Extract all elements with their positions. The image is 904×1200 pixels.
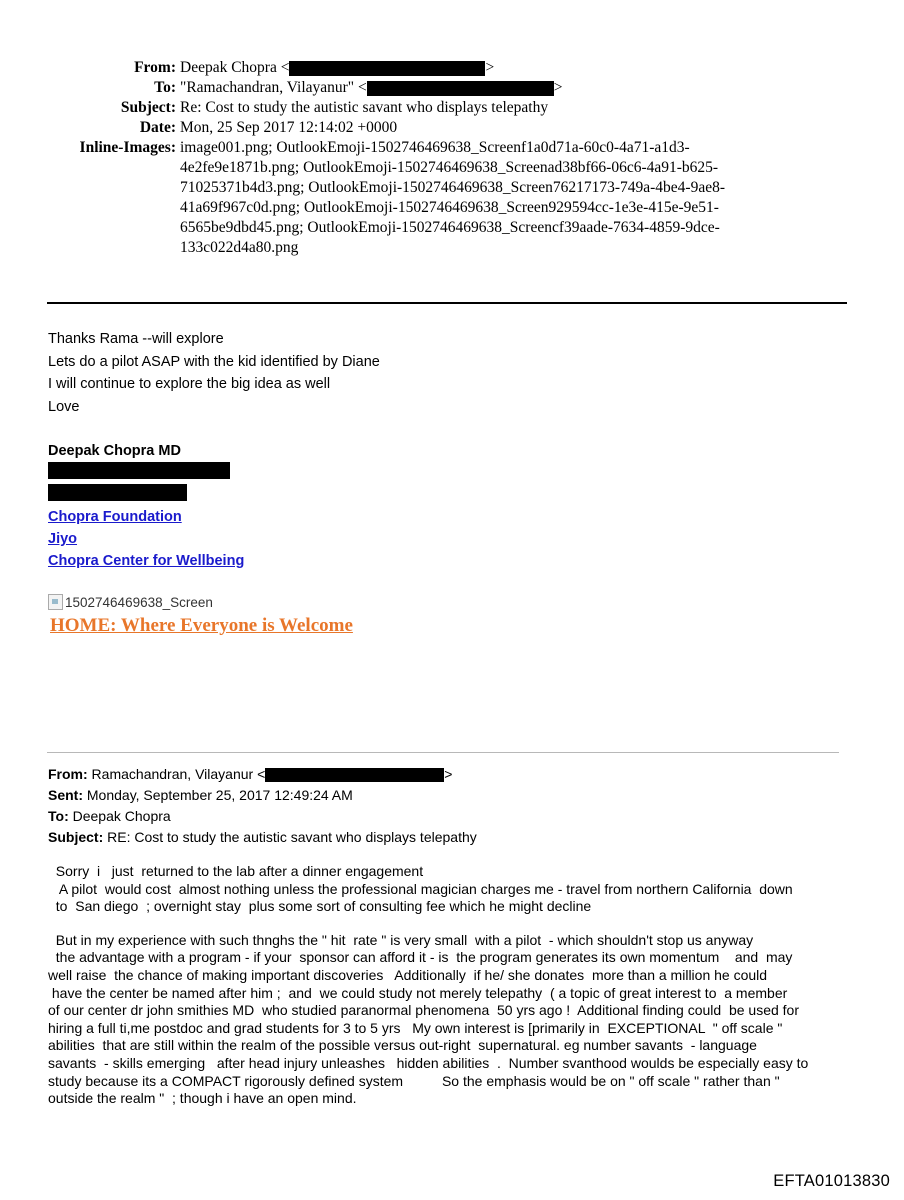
chopra-center-link[interactable]: Chopra Center for Wellbeing: [48, 553, 245, 569]
from-name: Deepak Chopra <: [180, 59, 290, 76]
original-from-close: >: [444, 766, 453, 782]
email-header: [40, 58, 860, 258]
original-subject-row: [48, 827, 477, 848]
body-line: have the center be named after him ; and we could study not merely telepathy ( a topic of great interest to a member: [48, 984, 788, 1001]
inline-images-label: Inline-Images:: [79, 139, 176, 156]
body-line: well raise the chance of making important discoveries Additionally if he/ she donates more than a million he could: [48, 966, 768, 983]
date-row: [40, 118, 860, 138]
chopra-foundation-link[interactable]: Chopra Foundation: [48, 509, 182, 525]
redaction-bar: [48, 484, 187, 501]
original-sent-row: [48, 785, 477, 806]
broken-image: [48, 594, 213, 610]
to-row: [40, 78, 860, 98]
body-line: of our center dr john smithies MD who studied paranormal phenomena 50 yrs ago ! Additional finding could be used for: [48, 1002, 799, 1019]
body-line: savants - skills emerging after head injury unleashes hidden abilities . Number svanthood woulds be especially easy to: [48, 1054, 809, 1071]
original-sent-label: Sent:: [48, 787, 83, 803]
subject-value: Re: Cost to study the autistic savant who displays telepathy: [180, 99, 549, 116]
original-from-label: From:: [48, 766, 88, 782]
body-line: But in my experience with such thnghs the " hit rate " is very small with a pilot - which shouldn't stop us anyway: [48, 931, 754, 948]
original-from-row: [48, 764, 477, 785]
inline-images-row: [40, 138, 860, 258]
body-line: Sorry i just returned to the lab after a dinner engagement: [48, 863, 424, 879]
subject-label: Subject:: [120, 99, 176, 116]
to-close: >: [553, 79, 563, 96]
signature-block: [48, 440, 244, 572]
original-body: [48, 863, 864, 1108]
from-label: From:: [134, 59, 176, 76]
inline-images-line: 4e2fe9e1871b.png; OutlookEmoji-1502746469638_Screenad38bf66-06c6-4a91-b625-: [180, 159, 719, 176]
inline-images-line: 41a69f967c0d.png; OutlookEmoji-1502746469638_Screen929594cc-1e3e-415e-9e51-: [180, 199, 719, 216]
reply-line: I will continue to explore the big idea as well: [48, 376, 331, 392]
reply-line: Lets do a pilot ASAP with the kid identified by Diane: [48, 353, 380, 370]
broken-image-icon: [48, 594, 63, 610]
broken-image-alt: 1502746469638_Screen: [65, 594, 213, 610]
inline-images-line: 71025371b4d3.png; OutlookEmoji-1502746469638_Screen76217173-749a-4be4-9ae8-: [180, 179, 725, 196]
redaction-bar: [48, 462, 230, 479]
signature-redaction: [48, 484, 244, 506]
from-row: [40, 58, 860, 78]
redaction-bar: [289, 61, 485, 76]
reply-body: [48, 328, 380, 418]
original-to-label: To:: [48, 808, 69, 824]
original-to-value: Deepak Chopra: [68, 808, 171, 824]
signature-name: Deepak Chopra MD: [48, 443, 181, 459]
original-subject-value: RE: Cost to study the autistic savant who displays telepathy: [103, 829, 477, 845]
jiyo-link[interactable]: Jiyo: [48, 531, 78, 547]
original-from-name: Ramachandran, Vilayanur <: [87, 766, 266, 782]
original-subject-label: Subject:: [48, 829, 104, 845]
signature-redaction: [48, 462, 244, 484]
paragraph-gap: [48, 916, 864, 932]
body-line: to San diego ; overnight stay plus some sort of consulting fee which he might decline: [48, 898, 592, 915]
body-line: A pilot would cost almost nothing unless the professional magician charges me - travel from northern California down: [48, 880, 793, 897]
body-line: study because its a COMPACT rigorously defined system So the emphasis would be on " off scale " rather than ": [48, 1072, 780, 1089]
to-label: To:: [154, 79, 176, 96]
date-value: Mon, 25 Sep 2017 12:14:02 +0000: [180, 119, 398, 136]
document-id: EFTA01013830: [773, 1172, 890, 1190]
inline-images-list: [180, 138, 860, 258]
to-value: [180, 78, 860, 98]
body-line: the advantage with a program - if your sponsor can afford it - is the program generates its own momentum and may: [48, 949, 793, 966]
inline-images-line: 6565be9dbd45.png; OutlookEmoji-1502746469638_Screencf39aade-7634-4859-9dce-: [180, 219, 720, 236]
quoted-divider: [47, 752, 839, 753]
original-header: [48, 764, 477, 848]
home-link[interactable]: HOME: Where Everyone is Welcome: [50, 615, 353, 636]
header-divider: [47, 302, 847, 304]
redaction-bar: [265, 768, 444, 782]
to-name: "Ramachandran, Vilayanur" <: [180, 79, 367, 96]
inline-images-line: image001.png; OutlookEmoji-1502746469638_Screenf1a0d71a-60c0-4a71-a1d3-: [180, 139, 690, 156]
reply-line: Thanks Rama --will explore: [48, 331, 224, 347]
from-value: [180, 58, 860, 78]
body-line: outside the realm " ; though i have an open mind.: [48, 1090, 357, 1107]
original-to-row: [48, 806, 477, 827]
body-line: hiring a full ti,me postdoc and grad students for 3 to 5 yrs My own interest is [primarily in EXCEPTIONAL " off scale ": [48, 1019, 783, 1036]
original-sent-value: Monday, September 25, 2017 12:49:24 AM: [83, 787, 353, 803]
redaction-bar: [367, 81, 554, 96]
from-close: >: [485, 59, 495, 76]
reply-line: Love: [48, 398, 80, 415]
subject-row: [40, 98, 860, 118]
inline-images-line: 133c022d4a80.png: [180, 239, 299, 256]
date-label: Date:: [139, 119, 176, 136]
body-line: abilities that are still within the realm of the possible versus out-right supernatural. eg number savants - language: [48, 1037, 757, 1054]
